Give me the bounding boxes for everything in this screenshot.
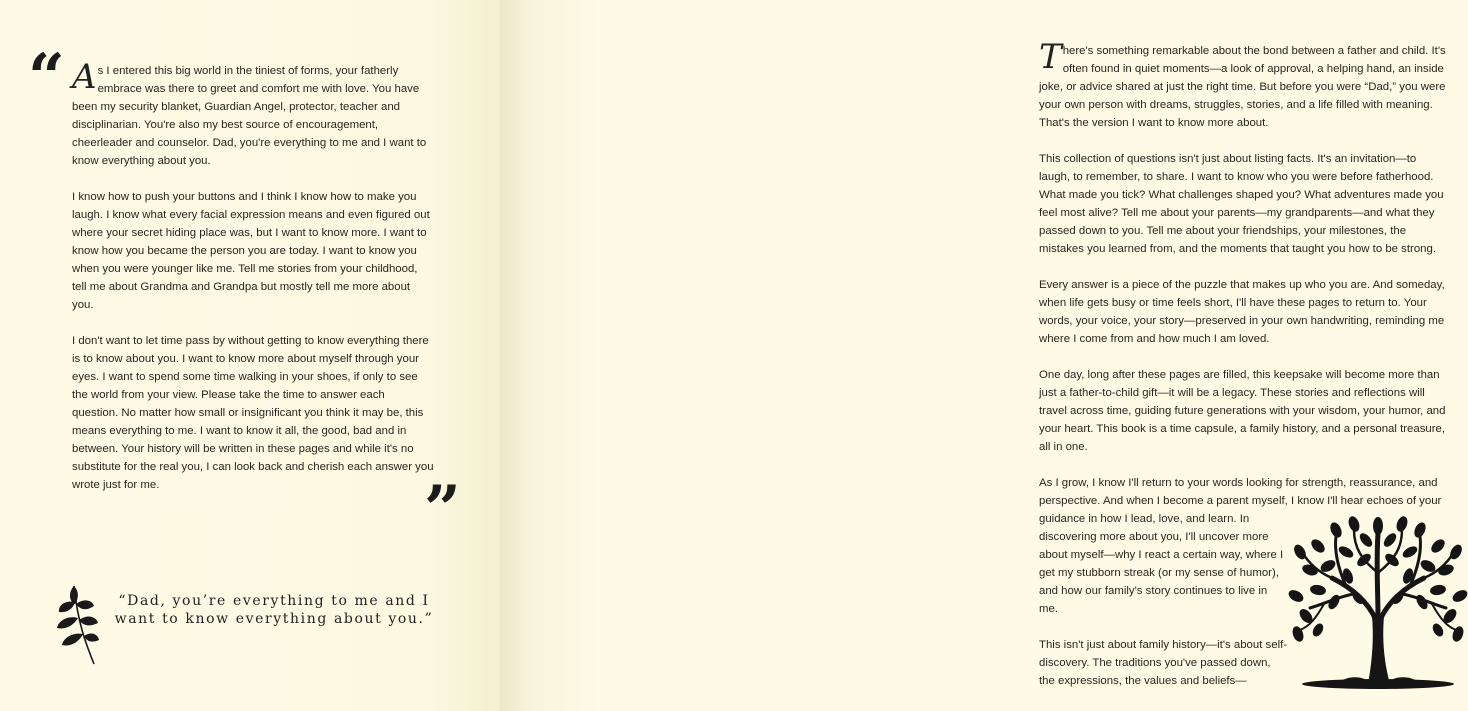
dropcap-t: T: [1039, 37, 1062, 77]
left-paragraph-1-text: s I entered this big world in the tiniest of forms, your fatherly embrace was there to greet and comfort me with love. You have been my security blanket, Guardian Angel, protector, teacher and disciplinarian. You're also my best source of encouragement, cheerleader and counselor. Dad, you're everything to me and I want to know everything about you.: [72, 65, 427, 167]
close-quote-mark: ”: [424, 472, 461, 547]
right-paragraph-5-wide: As I grow, I know I'll return to your words looking for strength, reassurance, and perspective. And when I become a parent myself, I know I'll hear echoes of your guidance in how I lead, love, and learn. In: [1039, 477, 1442, 525]
open-quote-mark: “: [28, 40, 65, 115]
right-paragraph-4: One day, long after these pages are filled, this keepsake will become more than just a father-to-child gift—it will be a legacy. These stories and reflections will travel across time, guiding future generations with your wisdom, your humor, and your heart. This book is a time capsule, a family history, and a personal treasure, all in one.: [1039, 369, 1446, 453]
right-page: [500, 0, 1446, 711]
left-paragraph-1: [72, 57, 434, 170]
dropcap-a: A: [72, 57, 97, 97]
right-paragraph-5-narrow: discovering more about you, I'll uncover more about myself—why I react a certain way, where I get my stubborn streak (or my sense of humor), and how our family's story continues to live in me.: [1039, 531, 1284, 615]
right-paragraph-3: Every answer is a piece of the puzzle that makes up who you are. And someday, when life gets busy or time feels short, I'll have these pages to return to. Your words, your voice, your story—preserved in your own handwriting, reminding me where I come from and how much I am loved.: [1039, 279, 1445, 345]
left-paragraph-3: I don't want to let time pass by without getting to know everything there is to know about you. I want to know more about myself through your eyes. I want to spend some time walking in your shoes, if only to see the world from your view. Please take the time to answer each question. No matter how small or insignificant you think it may be, this means everything to me. I want to know it all, the good, bad and in between. Your history will be written in these pages and while it's no substitute for the real you, I can look back and cherish each answer you wrote just for me.: [72, 335, 434, 491]
left-page: [0, 0, 500, 711]
left-page-body: [72, 57, 434, 512]
right-paragraph-2: This collection of questions isn't just about listing facts. It's an invitation—to laugh, to remember, to share. I want to know who you were before fatherhood. What made you tick? What challenges shaped you? What adventures made you feel most alive? Tell me about your parents—my grandparents—and what they passed down to you. Tell me about your friendships, your milestones, the mistakes you learned from, and the moments that taught you how to be strong.: [1039, 153, 1444, 255]
leaf-branch-icon: [54, 582, 100, 666]
right-paragraph-1: [1039, 37, 1449, 132]
right-paragraph-6: This isn't just about family history—it's about self-discovery. The traditions you've passed down, the expressions, the values and beliefs—: [1039, 639, 1288, 687]
left-paragraph-2: I know how to push your buttons and I think I know how to make you laugh. I know what every facial expression means and even figured out where your secret hiding place was, but I want to know more. I want to know how you became the person you are today. I want to know you when you were younger like me. Tell me stories from your childhood, tell me about Grandma and Grandpa but mostly tell me more about you.: [72, 191, 430, 311]
tree-icon: [1288, 512, 1468, 690]
right-paragraph-1-text: here's something remarkable about the bond between a father and child. It's often found in quiet moments—a look of approval, a helping hand, an inside joke, or advice shared at just the right time. But before you were “Dad,” you were your own person with dreams, struggles, stories, and a life filled with meaning. That's the version I want to know more about.: [1039, 45, 1446, 129]
pull-quote: “Dad, you’re everything to me and I want to know everything about you.”: [114, 593, 434, 627]
